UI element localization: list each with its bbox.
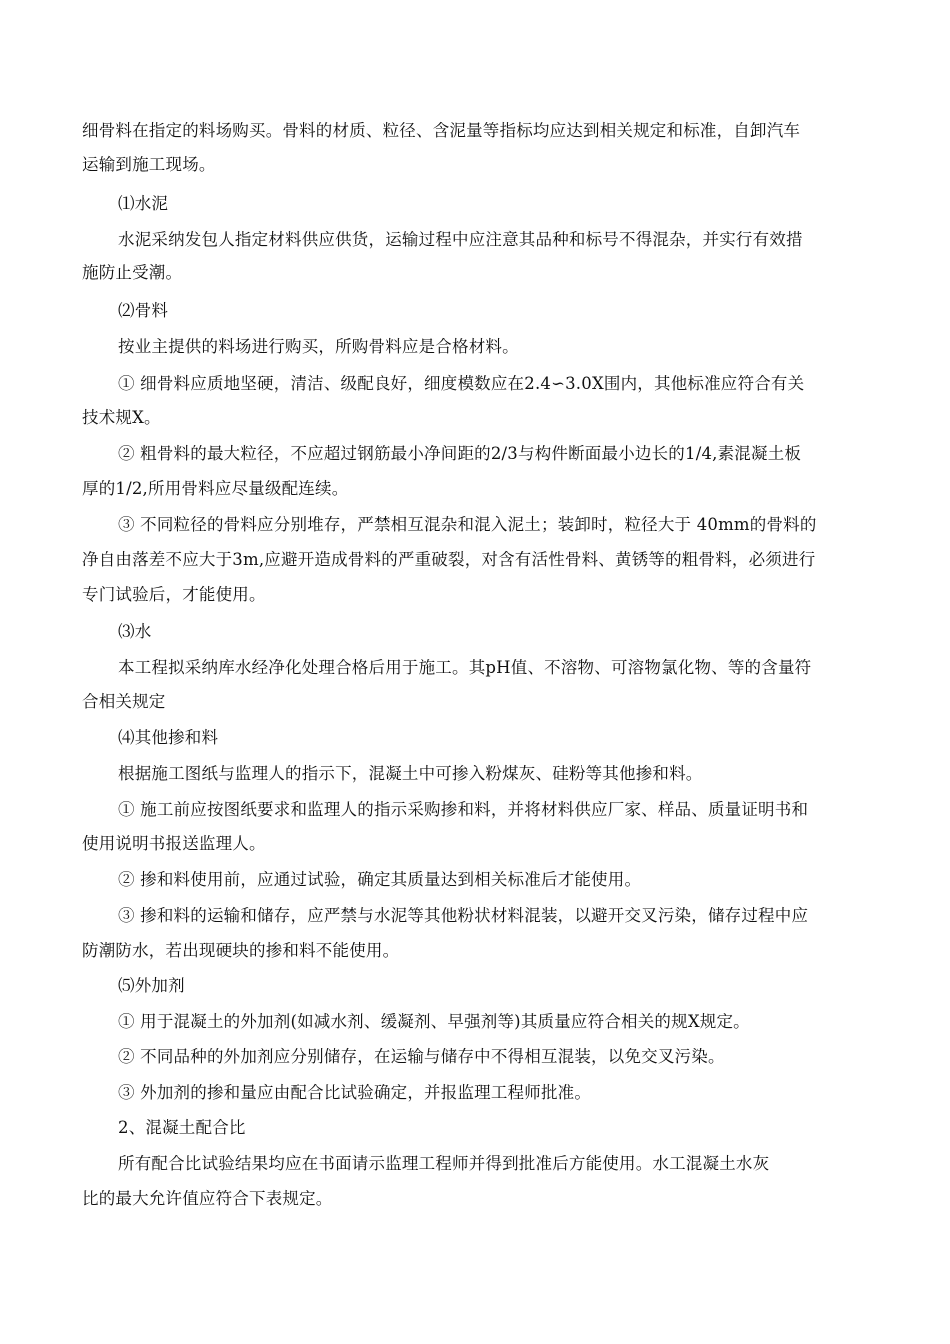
text-line: 厚的1/2,所用骨料应尽量级配连续。: [82, 479, 349, 498]
text-line: ③ 不同粒径的骨料应分别堆存，严禁相互混杂和混入泥土；装卸时，粒径大于 40mm的骨料的: [118, 515, 817, 534]
section-heading: ⑶水: [118, 622, 152, 641]
text-line: ① 细骨料应质地坚硬，清洁、级配良好，细度模数应在2.4∽3.0X围内，其他标准应符合有关: [118, 374, 805, 393]
text-line: ② 掺和料使用前，应通过试验，确定其质量达到相关标准后才能使用。: [118, 870, 642, 889]
section-heading: ⑴水泥: [118, 194, 169, 213]
text-line: 专门试验后，才能使用。: [82, 585, 266, 604]
text-line: 按业主提供的料场进行购买，所购骨料应是合格材料。: [118, 337, 519, 356]
section-heading: ⑷其他掺和料: [118, 728, 219, 747]
text-line: 技术规X。: [82, 408, 161, 427]
text-line: 合相关规定: [82, 692, 166, 711]
text-line: 细骨料在指定的料场购买。骨料的材质、粒径、含泥量等指标均应达到相关规定和标准，自卸汽车: [82, 121, 801, 140]
text-line: ① 施工前应按图纸要求和监理人的指示采购掺和料，并将材料供应厂家、样品、质量证明书和: [118, 800, 809, 819]
text-line: ③ 外加剂的掺和量应由配合比试验确定，并报监理工程师批准。: [118, 1083, 592, 1102]
section-heading: 2、混凝土配合比: [118, 1118, 246, 1137]
text-line: 防潮防水，若出现硬块的掺和料不能使用。: [82, 941, 400, 960]
text-line: 水泥采纳发包人指定材料供应供货，运输过程中应注意其品种和标号不得混杂，并实行有效措: [118, 230, 803, 249]
text-line: 施防止受潮。: [82, 263, 183, 282]
text-line: 比的最大允许值应符合下表规定。: [82, 1189, 333, 1208]
text-line: ③ 掺和料的运输和储存，应严禁与水泥等其他粉状材料混装，以避开交叉污染，储存过程中应: [118, 906, 809, 925]
text-line: ② 不同品种的外加剂应分别储存，在运输与储存中不得相互混装，以免交叉污染。: [118, 1047, 725, 1066]
text-line: ① 用于混凝土的外加剂(如减水剂、缓凝剂、早强剂等)其质量应符合相关的规X规定。: [118, 1012, 750, 1031]
text-line: 本工程拟采纳库水经净化处理合格后用于施工。其pH值、不溶物、可溶物氯化物、等的含量符: [118, 658, 812, 677]
section-heading: ⑸外加剂: [118, 976, 185, 995]
section-heading: ⑵骨料: [118, 301, 169, 320]
text-line: 根据施工图纸与监理人的指示下，混凝土中可掺入粉煤灰、硅粉等其他掺和料。: [118, 764, 703, 783]
text-line: 所有配合比试验结果均应在书面请示监理工程师并得到批准后方能使用。水工混凝土水灰: [118, 1154, 770, 1173]
text-line: ② 粗骨料的最大粒径，不应超过钢筋最小净间距的2/3与构件断面最小边长的1/4,素混凝土板: [118, 444, 802, 463]
text-line: 净自由落差不应大于3m,应避开造成骨料的严重破裂，对含有活性骨料、黄锈等的粗骨料，必须进行: [82, 550, 816, 569]
text-line: 使用说明书报送监理人。: [82, 834, 266, 853]
text-line: 运输到施工现场。: [82, 155, 216, 174]
